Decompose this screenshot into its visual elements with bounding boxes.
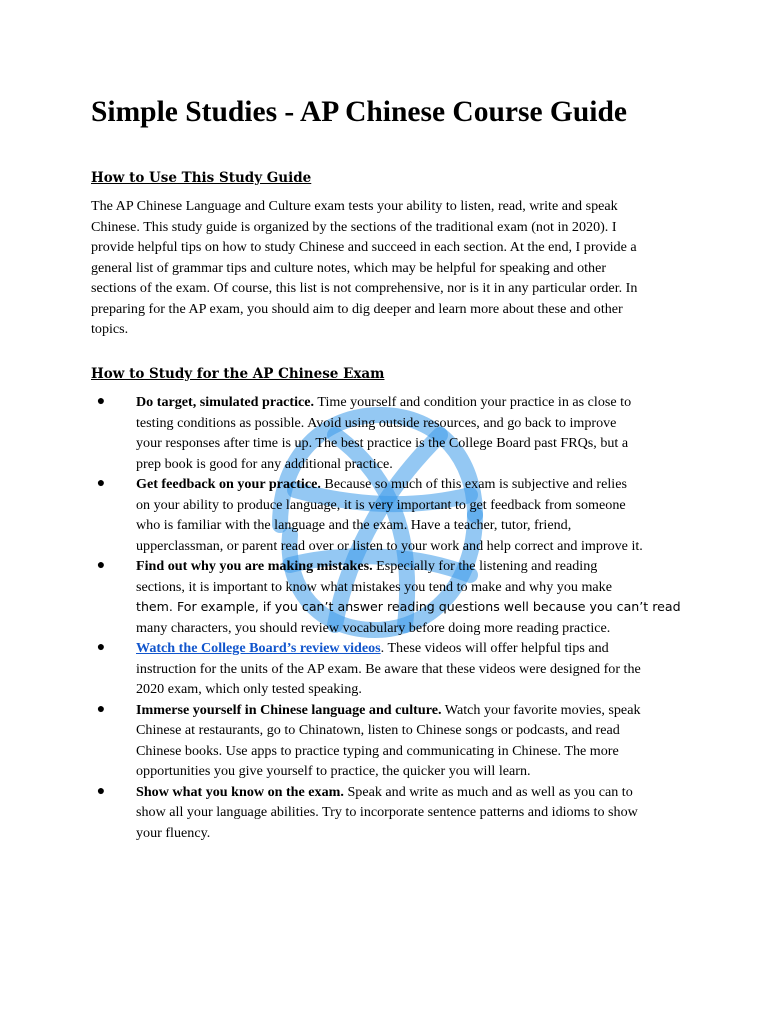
tip-lead: Show what you know on the exam. [136, 783, 344, 800]
tip-text: them. For example, if you can’t answer reading questions well because you can’t read [136, 599, 681, 614]
tip-text: Chinese books. Use apps to practice typing and communicating in Chinese. The more [136, 742, 619, 759]
paragraph-line: sections of the exam. Of course, this list is not comprehensive, nor is it in any particular order. In [91, 280, 638, 296]
tip-text: your fluency. [136, 824, 211, 841]
paragraph-line: preparing for the AP exam, you should aim to dig deeper and learn more about these and other [91, 300, 623, 317]
tip-lead: Get feedback on your practice. [136, 476, 321, 492]
section-heading-how-to-use: How to Use This Study Guide [91, 170, 312, 186]
list-item [91, 782, 701, 844]
bullet-icon: ● [96, 394, 106, 409]
bullet-icon: ● [96, 783, 106, 799]
tip-text: 2020 exam, which only tested speaking. [136, 681, 362, 697]
tip-text: Speak and write as much and as well as you can to [343, 783, 633, 800]
college-board-videos-link[interactable]: Watch the College Board’s review videos [136, 640, 381, 656]
paragraph-line: general list of grammar tips and culture notes, which may be helpful for speaking and other [91, 259, 607, 276]
intro-paragraph [91, 196, 691, 340]
tip-lead: Do target, simulated practice. [136, 394, 315, 410]
tip-text: Watch your favorite movies, speak [441, 701, 641, 718]
tip-lead: Immerse yourself in Chinese language and culture. [136, 701, 442, 718]
paragraph-line: topics. [91, 321, 129, 337]
tip-text: . These videos will offer helpful tips and [380, 640, 609, 656]
list-item [91, 392, 701, 474]
tip-text: your responses after time is up. The best practice is the College Board past FRQs, but a [136, 435, 629, 451]
tip-text: Because so much of this exam is subjective and relies [320, 476, 627, 492]
paragraph-line: Chinese. This study guide is organized by the sections of the traditional exam (not in 2020). I [91, 218, 617, 235]
tip-text: Especially for the listening and reading [372, 558, 598, 574]
tip-text: opportunities you give yourself to practice, the quicker you will learn. [136, 763, 531, 779]
tip-text: who is familiar with the language and the exam. Have a teacher, tutor, friend, [136, 517, 572, 533]
tip-text: Time yourself and condition your practice in as close to [314, 394, 632, 410]
page-title: Simple Studies - AP Chinese Course Guide [91, 96, 627, 128]
list-item [91, 474, 701, 556]
tip-text: testing conditions as possible. Avoid using outside resources, and go back to improve [136, 414, 617, 431]
tip-text: many characters, you should review vocabulary before doing more reading practice. [136, 619, 611, 636]
tip-text: show all your language abilities. Try to incorporate sentence patterns and idioms to show [136, 804, 638, 820]
bullet-icon: ● [96, 476, 106, 491]
tip-text: sections, it is important to know what mistakes you tend to make and why you make [136, 578, 612, 595]
tip-text: upperclassman, or parent read over or listen to your work and help correct and improve it. [136, 537, 643, 554]
list-item [91, 556, 701, 638]
tip-lead: Find out why you are making mistakes. [136, 558, 373, 574]
tip-text: Chinese at restaurants, go to Chinatown, listen to Chinese songs or podcasts, and read [136, 722, 620, 738]
bullet-icon: ● [96, 640, 106, 655]
paragraph-line: provide helpful tips on how to study Chinese and succeed in each section. At the end, I provide a [91, 239, 637, 255]
study-tips-list [91, 392, 701, 843]
tip-text: prep book is good for any additional practice. [136, 455, 393, 472]
section-heading-how-to-study: How to Study for the AP Chinese Exam [91, 366, 385, 382]
bullet-icon: ● [96, 701, 106, 717]
list-item [91, 638, 701, 700]
paragraph-line: The AP Chinese Language and Culture exam tests your ability to listen, read, write and speak [91, 198, 618, 214]
list-item [91, 700, 701, 782]
bullet-icon: ● [96, 558, 106, 573]
tip-text: instruction for the units of the AP exam. Be aware that these videos were designed for the [136, 660, 641, 677]
tip-text: on your ability to produce language, it is very important to get feedback from someone [136, 496, 626, 513]
